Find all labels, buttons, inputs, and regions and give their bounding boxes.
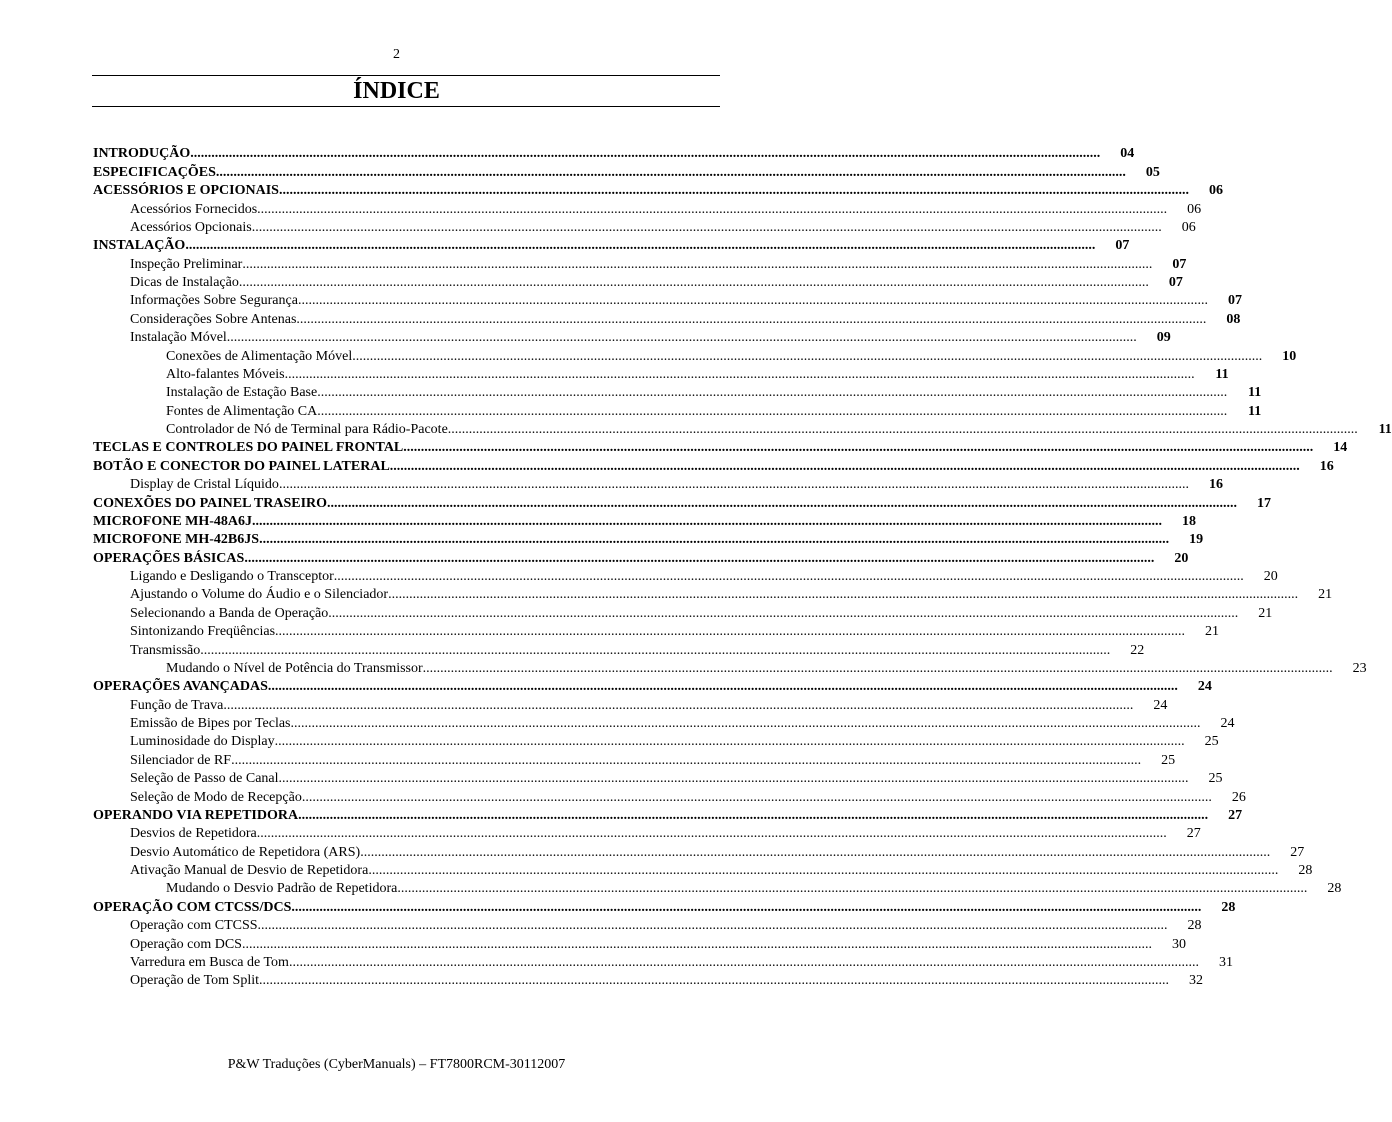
toc-entry: [93, 568, 1278, 586]
toc-entry-page: 07: [1172, 256, 1187, 272]
toc-entry-page: 07: [1168, 275, 1183, 290]
toc-dot-leader: ....................................................................................................................................................................................................................................................................: [215, 164, 1126, 180]
toc-entry-page: 25: [1161, 752, 1176, 768]
toc-entry: [93, 770, 1223, 788]
toc-dot-leader: ....................................................................................................................................................................................................................................................................: [242, 256, 1153, 272]
toc-entry-title: Operação de Tom Split: [130, 973, 260, 989]
toc-entry: [93, 274, 1183, 292]
toc-entry-page: 11: [1248, 403, 1262, 419]
toc-entry: [93, 715, 1235, 733]
toc-entry: [93, 751, 1176, 769]
toc-entry-title: Transmissão: [130, 642, 201, 658]
toc-entry-page: 24: [1220, 716, 1235, 731]
toc-entry: [93, 384, 1262, 402]
toc-dot-leader: ....................................................................................................................................................................................................................................................................: [397, 881, 1308, 897]
toc-entry-title: OPERANDO VIA REPETIDORA: [93, 807, 299, 823]
toc-entry-title: MICROFONE MH-42B6JS: [93, 532, 260, 548]
toc-entry-page: 28: [1187, 918, 1202, 934]
toc-entry: [93, 402, 1262, 420]
toc-entry-title: CONEXÕES DO PAINEL TRASEIRO: [93, 495, 328, 511]
toc-entry-page: 22: [1130, 642, 1145, 658]
toc-entry-title: Controlador de Nó de Terminal para Rádio-Pacote: [166, 422, 448, 437]
toc-entry-title: Desvios de Repetidora: [130, 826, 257, 842]
toc-entry: [93, 733, 1219, 751]
toc-entry-title: Ajustando o Volume do Áudio e o Silenciador: [130, 587, 389, 603]
toc-entry-page: 09: [1156, 330, 1171, 346]
toc-entry-title: Sintonizando Freqüências: [130, 624, 276, 640]
toc-dot-leader: ....................................................................................................................................................................................................................................................................: [241, 936, 1152, 952]
toc-dot-leader: ....................................................................................................................................................................................................................................................................: [185, 238, 1096, 254]
toc-entry-title: Silenciador de RF: [130, 752, 232, 768]
toc-dot-leader: ....................................................................................................................................................................................................................................................................: [447, 422, 1358, 437]
toc-entry: [93, 513, 1197, 531]
toc-entry-title: Emissão de Bipes por Teclas: [130, 716, 291, 731]
toc-dot-leader: ....................................................................................................................................................................................................................................................................: [352, 348, 1263, 364]
toc-entry-page: 27: [1186, 826, 1201, 842]
toc-entry-page: 27: [1228, 807, 1243, 823]
toc-entry-title: Selecionando a Banda de Operação: [130, 605, 329, 621]
toc-dot-leader: ....................................................................................................................................................................................................................................................................: [288, 954, 1199, 970]
toc-dot-leader: ....................................................................................................................................................................................................................................................................: [388, 587, 1299, 603]
toc-entry-title: Ativação Manual de Desvio de Repetidora: [130, 863, 369, 878]
toc-entry-page: 17: [1257, 495, 1272, 511]
toc-entry-title: Mudando o Nível de Potência do Transmissor: [166, 660, 423, 676]
toc-entry-page: 16: [1208, 477, 1223, 493]
toc-entry: [93, 935, 1186, 953]
toc-entry: [93, 329, 1171, 347]
toc-entry-page: 10: [1282, 348, 1297, 364]
toc-entry-title: OPERAÇÕES AVANÇADAS: [93, 679, 268, 695]
toc-dot-leader: ....................................................................................................................................................................................................................................................................: [290, 716, 1201, 731]
toc-entry-page: 06: [1187, 201, 1202, 217]
toc-entry-page: 28: [1221, 899, 1236, 915]
toc-entry: [93, 292, 1242, 310]
toc-entry-title: Informações Sobre Segurança: [130, 293, 298, 309]
toc-entry-title: Display de Cristal Líquido: [130, 477, 279, 493]
toc-entry: [93, 880, 1342, 898]
toc-entry-title: INSTALAÇÃO: [93, 238, 186, 254]
toc-dot-leader: ....................................................................................................................................................................................................................................................................: [256, 826, 1167, 842]
toc-entry: [93, 678, 1212, 696]
toc-dot-leader: ....................................................................................................................................................................................................................................................................: [223, 697, 1134, 713]
toc-entry: [93, 421, 1392, 439]
toc-entry-title: Mudando o Desvio Padrão de Repetidora: [166, 881, 398, 897]
toc-entry-page: 11: [1378, 422, 1392, 437]
toc-entry-title: INTRODUÇÃO: [93, 146, 191, 162]
toc-entry-page: 31: [1218, 954, 1233, 970]
toc-dot-leader: ....................................................................................................................................................................................................................................................................: [296, 311, 1207, 327]
toc-dot-leader: ....................................................................................................................................................................................................................................................................: [190, 146, 1101, 162]
toc-dot-leader: ....................................................................................................................................................................................................................................................................: [291, 899, 1202, 915]
toc-entry-title: Inspeção Preliminar: [130, 256, 243, 272]
toc-entry-title: Instalação de Estação Base: [166, 385, 318, 401]
toc-entry: [93, 807, 1243, 825]
toc-entry: [93, 366, 1229, 384]
header-rule-top: [92, 75, 720, 76]
toc-entry-title: Acessórios Fornecidos: [130, 201, 258, 217]
toc-dot-leader: ....................................................................................................................................................................................................................................................................: [274, 734, 1185, 750]
toc-entry-page: 14: [1333, 440, 1348, 456]
toc-dot-leader: ....................................................................................................................................................................................................................................................................: [267, 679, 1178, 695]
toc-entry-title: Dicas de Instalação: [130, 275, 239, 290]
toc-entry: [93, 145, 1135, 163]
toc-entry: [93, 457, 1334, 475]
toc-dot-leader: ....................................................................................................................................................................................................................................................................: [259, 973, 1170, 989]
toc-entry-page: 07: [1227, 293, 1242, 309]
page-title: ÍNDICE: [353, 78, 440, 104]
toc-entry-page: 07: [1115, 238, 1130, 254]
toc-dot-leader: ....................................................................................................................................................................................................................................................................: [317, 385, 1228, 401]
toc-dot-leader: ....................................................................................................................................................................................................................................................................: [257, 201, 1168, 217]
toc-entry: [93, 641, 1145, 659]
toc-entry-page: 28: [1327, 881, 1342, 897]
toc-dot-leader: ....................................................................................................................................................................................................................................................................: [226, 330, 1137, 346]
toc-dot-leader: ....................................................................................................................................................................................................................................................................: [301, 789, 1212, 805]
page-number: 2: [393, 47, 400, 62]
toc-entry-title: Considerações Sobre Antenas: [130, 311, 297, 327]
toc-entry-page: 16: [1319, 458, 1334, 474]
toc-entry: [93, 182, 1223, 200]
toc-entry: [93, 494, 1272, 512]
toc-entry-page: 19: [1189, 532, 1204, 548]
toc-entry-page: 27: [1290, 844, 1305, 860]
toc-entry-page: 25: [1208, 771, 1223, 787]
toc-dot-leader: ....................................................................................................................................................................................................................................................................: [389, 458, 1300, 474]
toc-entry-page: 21: [1205, 624, 1220, 640]
toc-entry-title: Seleção de Passo de Canal: [130, 771, 279, 787]
toc-entry-title: Alto-falantes Móveis: [166, 366, 285, 382]
toc-entry-page: 11: [1247, 385, 1262, 401]
toc-dot-leader: ....................................................................................................................................................................................................................................................................: [403, 440, 1314, 456]
toc-dot-leader: ....................................................................................................................................................................................................................................................................: [259, 532, 1170, 548]
toc-entry: [93, 623, 1220, 641]
toc-entry-page: 20: [1263, 569, 1278, 584]
toc-dot-leader: ....................................................................................................................................................................................................................................................................: [333, 569, 1244, 584]
toc-entry-title: TECLAS E CONTROLES DO PAINEL FRONTAL: [93, 440, 404, 456]
toc-entry: [93, 862, 1313, 880]
toc-dot-leader: ....................................................................................................................................................................................................................................................................: [278, 771, 1189, 787]
toc-entry-page: 26: [1231, 789, 1246, 805]
toc-entry: [93, 954, 1233, 972]
toc-dot-leader: ....................................................................................................................................................................................................................................................................: [251, 219, 1162, 235]
toc-entry: [93, 439, 1348, 457]
page-footer: P&W Traduções (CyberManuals) – FT7800RCM-30112007: [227, 1057, 566, 1072]
toc-entry-page: 11: [1215, 366, 1229, 382]
toc-entry-page: 06: [1181, 219, 1196, 235]
toc-dot-leader: ....................................................................................................................................................................................................................................................................: [278, 477, 1189, 493]
toc-entry-title: Conexões de Alimentação Móvel: [166, 348, 353, 364]
toc-entry: [93, 972, 1204, 990]
toc-dot-leader: ....................................................................................................................................................................................................................................................................: [278, 183, 1189, 199]
toc-entry: [93, 843, 1305, 861]
toc-dot-leader: ....................................................................................................................................................................................................................................................................: [257, 918, 1168, 934]
toc-entry: [93, 898, 1236, 916]
toc-dot-leader: ....................................................................................................................................................................................................................................................................: [244, 550, 1155, 566]
toc-entry: [93, 476, 1223, 494]
toc-dot-leader: ....................................................................................................................................................................................................................................................................: [327, 495, 1238, 511]
toc-entry-title: Operação com CTCSS: [130, 918, 258, 934]
toc-entry-title: ACESSÓRIOS E OPCIONAIS: [93, 183, 279, 199]
toc-dot-leader: ....................................................................................................................................................................................................................................................................: [252, 513, 1163, 529]
toc-entry: [93, 549, 1189, 567]
toc-entry-title: Instalação Móvel: [130, 330, 227, 346]
toc-dot-leader: ....................................................................................................................................................................................................................................................................: [422, 660, 1333, 676]
toc-entry-title: Acessórios Opcionais: [130, 219, 252, 235]
toc-entry-title: Operação com DCS: [130, 936, 242, 952]
toc-entry: [93, 825, 1201, 843]
toc-entry-page: 24: [1197, 679, 1212, 695]
toc-entry-page: 32: [1189, 973, 1204, 989]
toc-dot-leader: ....................................................................................................................................................................................................................................................................: [360, 844, 1271, 860]
toc-dot-leader: ....................................................................................................................................................................................................................................................................: [200, 642, 1111, 658]
toc-entry-title: Desvio Automático de Repetidora (ARS): [130, 844, 361, 860]
toc-entry: [93, 604, 1273, 622]
toc-entry-title: Seleção de Modo de Recepção: [130, 789, 302, 805]
toc-dot-leader: ....................................................................................................................................................................................................................................................................: [317, 403, 1228, 419]
toc-entry-page: 06: [1208, 183, 1223, 199]
toc-entry: [93, 696, 1168, 714]
toc-entry-title: BOTÃO E CONECTOR DO PAINEL LATERAL: [93, 458, 390, 474]
toc-entry-page: 18: [1182, 513, 1197, 529]
toc-dot-leader: ....................................................................................................................................................................................................................................................................: [284, 366, 1195, 382]
toc-dot-leader: ....................................................................................................................................................................................................................................................................: [275, 624, 1186, 640]
toc-entry: [93, 531, 1204, 549]
toc-entry-title: MICROFONE MH-48A6J: [93, 513, 253, 529]
toc-dot-leader: ....................................................................................................................................................................................................................................................................: [298, 807, 1209, 823]
toc-entry: [93, 200, 1202, 218]
toc-entry: [93, 219, 1196, 237]
toc-entry: [93, 917, 1202, 935]
toc-entry: [93, 660, 1367, 678]
toc-entry-title: Ligando e Desligando o Transceptor: [130, 569, 334, 584]
toc-entry-page: 21: [1258, 605, 1273, 621]
toc-entry-title: Varredura em Busca de Tom: [130, 954, 289, 970]
header-rule-bottom: [92, 106, 720, 107]
toc-dot-leader: ....................................................................................................................................................................................................................................................................: [231, 752, 1142, 768]
toc-entry-title: OPERAÇÃO COM CTCSS/DCS: [93, 899, 292, 915]
toc-entry-page: 05: [1145, 164, 1160, 180]
toc-entry: [93, 255, 1187, 273]
table-of-contents: [93, 145, 1392, 990]
toc-dot-leader: ....................................................................................................................................................................................................................................................................: [238, 275, 1149, 290]
toc-entry-title: ESPECIFICAÇÕES: [93, 164, 216, 180]
toc-entry-page: 04: [1120, 146, 1135, 162]
toc-entry-title: Função de Trava: [130, 697, 224, 713]
toc-entry-page: 30: [1171, 936, 1186, 952]
toc-entry-title: OPERAÇÕES BÁSICAS: [93, 550, 245, 566]
toc-entry-page: 28: [1298, 863, 1313, 878]
toc-entry-page: 24: [1153, 697, 1168, 713]
toc-dot-leader: ....................................................................................................................................................................................................................................................................: [368, 863, 1279, 878]
toc-entry-title: Luminosidade do Display: [130, 734, 275, 750]
toc-dot-leader: ....................................................................................................................................................................................................................................................................: [328, 605, 1239, 621]
toc-entry: [93, 163, 1160, 181]
toc-entry: [93, 237, 1130, 255]
toc-entry-page: 25: [1204, 734, 1219, 750]
toc-entry-page: 08: [1226, 311, 1241, 327]
toc-entry-page: 21: [1318, 587, 1333, 603]
toc-entry: [93, 310, 1241, 328]
toc-entry: [93, 586, 1333, 604]
toc-dot-leader: ....................................................................................................................................................................................................................................................................: [297, 293, 1208, 309]
toc-entry-page: 23: [1352, 660, 1367, 676]
toc-entry: [93, 347, 1297, 365]
toc-entry-title: Fontes de Alimentação CA: [166, 403, 318, 419]
toc-entry: [93, 788, 1246, 806]
toc-entry-page: 20: [1174, 550, 1189, 566]
